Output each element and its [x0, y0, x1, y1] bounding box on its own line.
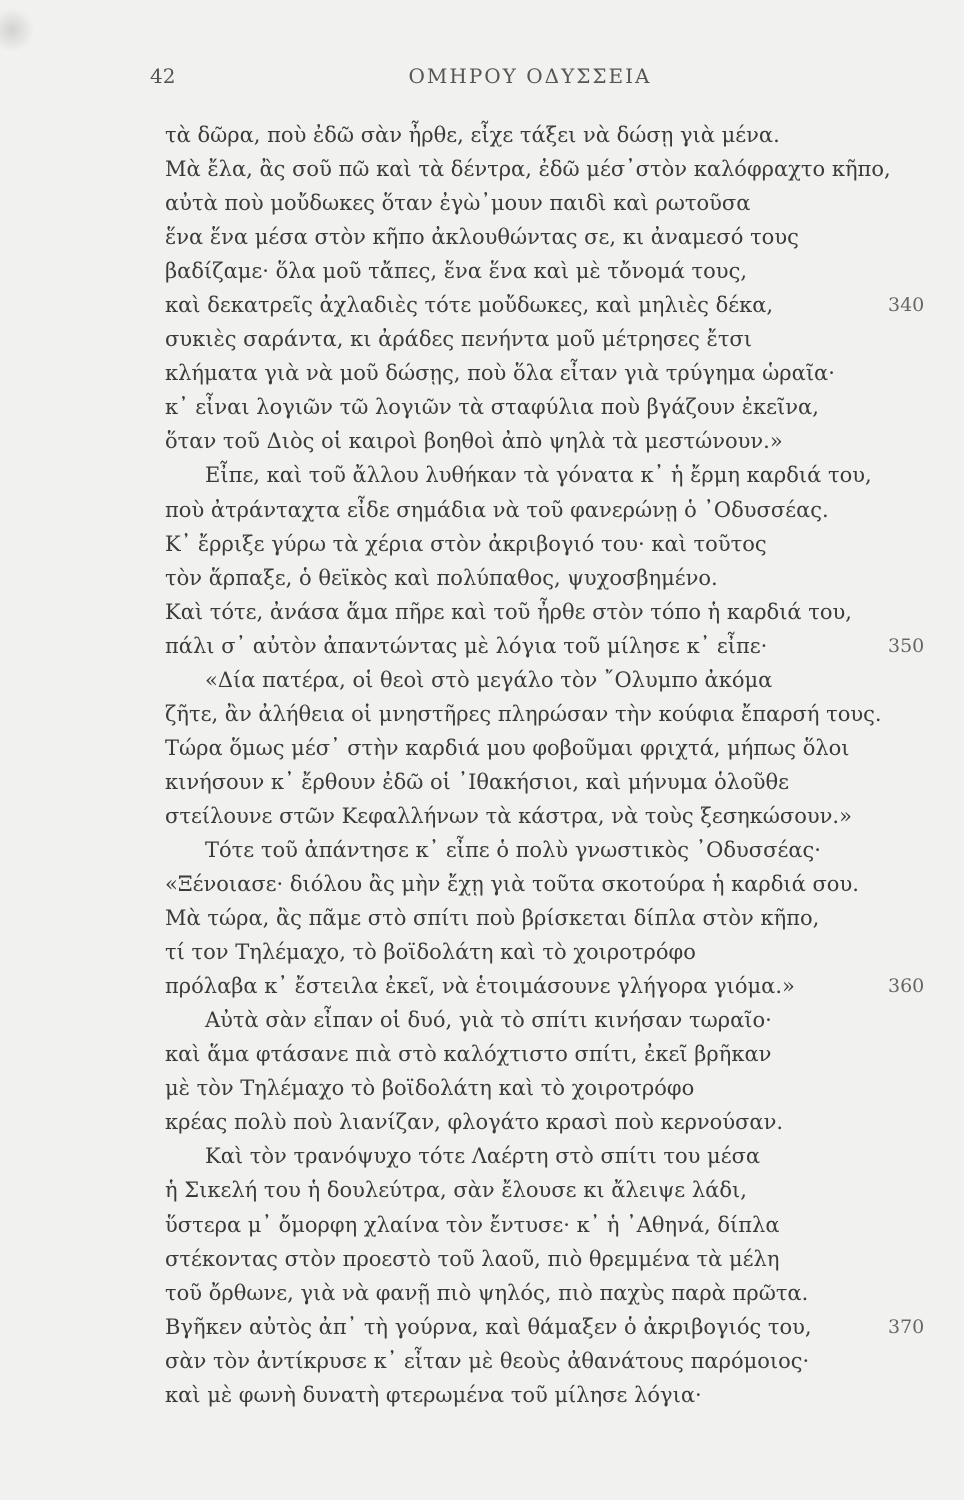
- verse-text: κ᾽ εἶναι λογιῶν τῶ λογιῶν τὰ σταφύλια ποὺ βγάζουν ἐκεῖνα,: [165, 395, 819, 420]
- verse-line: [165, 765, 930, 799]
- verse-line: [165, 1242, 930, 1276]
- verse-text: ὅταν τοῦ Διὸς οἱ καιροὶ βοηθοὶ ἀπὸ ψηλὰ τὰ μεστώνουν.»: [165, 429, 783, 454]
- verse-line: [165, 322, 930, 356]
- verse-line: [165, 288, 930, 322]
- verse-line: [165, 867, 930, 901]
- running-title: ΟΜΗΡΟΥ ΟΔΥΣΣΕΙΑ: [408, 64, 652, 88]
- verse-text: Τώρα ὅμως μέσ᾽ στὴν καρδιά μου φοβοῦμαι φριχτά, μήπως ὅλοι: [165, 735, 850, 760]
- verse-line: [165, 493, 930, 527]
- verse-text: Μὰ τώρα, ἂς πᾶμε στὸ σπίτι ποὺ βρίσκεται δίπλα στὸν κῆπο,: [165, 906, 820, 931]
- verse-line: [165, 254, 930, 288]
- verse-text: «Δία πατέρα, οἱ θεοὶ στὸ μεγάλο τὸν ῎Ολυμπο ἀκόμα: [205, 667, 773, 692]
- verse-text: Βγῆκεν αὐτὸς ἀπ᾽ τὴ γούρνα, καὶ θάμαξεν ὁ ἀκριβογιός του,: [165, 1314, 812, 1339]
- verse-text: καὶ ἅμα φτάσανε πιὰ στὸ καλόχτιστο σπίτι, ἐκεῖ βρῆκαν: [165, 1042, 772, 1067]
- paper-stain: [0, 0, 40, 70]
- verse-line: [165, 1276, 930, 1310]
- verse-line: [165, 1378, 930, 1412]
- verse-line: [165, 1344, 930, 1378]
- verse-text: τοῦ ὄρθωνε, γιὰ νὰ φανῇ πιὸ ψηλός, πιὸ παχὺς παρὰ πρῶτα.: [165, 1280, 809, 1305]
- verse-text: ἡ Σικελή του ἡ δουλεύτρα, σὰν ἔλουσε κι ἄλειψε λάδι,: [165, 1178, 747, 1203]
- verse-line: [165, 629, 930, 663]
- verse-line: [165, 1003, 930, 1037]
- verse-line: [165, 1208, 930, 1242]
- verse-line: [165, 356, 930, 390]
- verse-text: σὰν τὸν ἀντίκρυσε κ᾽ εἶταν μὲ θεοὺς ἀθανάτους παρόμοιος·: [165, 1348, 810, 1373]
- verse-text: ποὺ ἀτράνταχτα εἶδε σημάδια νὰ τοῦ φανερώνῃ ὁ ᾿Οδυσσέας.: [165, 497, 829, 522]
- verse-text: στείλουνε στῶν Κεφαλλήνων τὰ κάστρα, νὰ τοὺς ξεσηκώσουν.»: [165, 803, 852, 828]
- verse-text: μὲ τὸν Τηλέμαχο τὸ βοϊδολάτη καὶ τὸ χοιροτρόφο: [165, 1076, 695, 1101]
- verse-line: [165, 901, 930, 935]
- verse-text: κινήσουν κ᾽ ἔρθουν ἐδῶ οἱ ᾿Ιθακήσιοι, καὶ μήνυμα ὁλοῦθε: [165, 769, 790, 794]
- page-number: 42: [150, 64, 176, 88]
- verse-line: [165, 1139, 930, 1173]
- line-number: 360: [888, 975, 925, 998]
- verse-text: πάλι σ᾽ αὐτὸν ἀπαντώντας μὲ λόγια τοῦ μίλησε κ᾽ εἶπε·: [165, 633, 768, 658]
- verse-text: ἕνα ἕνα μέσα στὸν κῆπο ἀκλουθώντας σε, κι ἀναμεσό τους: [165, 225, 799, 250]
- verse-text: Μὰ ἔλα, ἂς σοῦ πῶ καὶ τὰ δέντρα, ἐδῶ μέσ᾽στὸν καλόφραχτο κῆπο,: [165, 157, 891, 182]
- verse-line: [165, 220, 930, 254]
- verse-line: [165, 186, 930, 220]
- verse-text: «Ξένοιασε· διόλου ἂς μὴν ἔχῃ γιὰ τοῦτα σκοτούρα ἡ καρδιά σου.: [165, 872, 859, 897]
- verse-text: κρέας πολὺ ποὺ λιανίζαν, φλογάτο κρασὶ ποὺ κερνούσαν.: [165, 1110, 784, 1135]
- verse-text: καὶ δεκατρεῖς ἀχλαδιὲς τότε μοὔδωκες, καὶ μηλιὲς δέκα,: [165, 293, 774, 318]
- verse-line: [165, 935, 930, 969]
- page-header: [150, 64, 910, 100]
- verse-text: ὕστερα μ᾽ ὄμορφη χλαίνα τὸν ἔντυσε· κ᾽ ἡ ᾿Αθηνά, δίπλα: [165, 1212, 780, 1237]
- verse-line: [165, 390, 930, 424]
- verse-line: [165, 458, 930, 492]
- verse-text: τὸν ἅρπαξε, ὁ θεϊκὸς καὶ πολύπαθος, ψυχοσβημένο.: [165, 565, 718, 590]
- line-number: 370: [888, 1315, 925, 1338]
- verse-line: [165, 969, 930, 1003]
- verse-line: [165, 424, 930, 458]
- verse-line: [165, 799, 930, 833]
- verse-text: στέκοντας στὸν προεστὸ τοῦ λαοῦ, πιὸ θρεμμένα τὰ μέλη: [165, 1246, 780, 1271]
- verse-text: Τότε τοῦ ἀπάντησε κ᾽ εἶπε ὁ πολὺ γνωστικὸς ᾿Οδυσσέας·: [205, 837, 821, 862]
- verse-text: αὐτὰ ποὺ μοὔδωκες ὅταν ἐγὼ᾽μουν παιδὶ καὶ ρωτοῦσα: [165, 191, 751, 216]
- verse-line: [165, 1173, 930, 1207]
- verse-line: [165, 1310, 930, 1344]
- verse-text: Καὶ τὸν τρανόψυχο τότε Λαέρτη στὸ σπίτι του μέσα: [205, 1144, 761, 1169]
- verse-line: [165, 1105, 930, 1139]
- verse-text: τί τον Τηλέμαχο, τὸ βοϊδολάτη καὶ τὸ χοιροτρόφο: [165, 940, 696, 965]
- verse-text: πρόλαβα κ᾽ ἔστειλα ἐκεῖ, νὰ ἑτοιμάσουνε γλήγορα γιόμα.»: [165, 974, 795, 999]
- verse-text: βαδίζαμε· ὅλα μοῦ τἄπες, ἕνα ἕνα καὶ μὲ τὄνομά τους,: [165, 259, 748, 284]
- verse-line: [165, 152, 930, 186]
- line-number: 350: [888, 634, 925, 657]
- verse-line: [165, 118, 930, 152]
- verse-line: [165, 697, 930, 731]
- verse-text: κλήματα γιὰ νὰ μοῦ δώσῃς, ποὺ ὅλα εἶταν γιὰ τρύγημα ὡραῖα·: [165, 361, 835, 386]
- verse-text: Καὶ τότε, ἀνάσα ἅμα πῆρε καὶ τοῦ ἦρθε στὸν τόπο ἡ καρδιά του,: [165, 599, 852, 624]
- verse-text: συκιὲς σαράντα, κι ἀράδες πενήντα μοῦ μέτρησες ἔτσι: [165, 327, 753, 352]
- verse-line: [165, 833, 930, 867]
- verse-line: [165, 1037, 930, 1071]
- line-number: 340: [888, 294, 925, 317]
- verse-line: [165, 663, 930, 697]
- verse-text: Εἶπε, καὶ τοῦ ἄλλου λυθήκαν τὰ γόνατα κ᾽ ἡ ἔρμη καρδιά του,: [205, 463, 872, 488]
- verse-text: τὰ δῶρα, ποὺ ἐδῶ σὰν ἦρθε, εἶχε τάξει νὰ δώσῃ γιὰ μένα.: [165, 123, 780, 147]
- verse-line: [165, 561, 930, 595]
- verse-line: [165, 595, 930, 629]
- verse-line: [165, 527, 930, 561]
- verse-line: [165, 731, 930, 765]
- verse-text: Κ᾽ ἔρριξε γύρω τὰ χέρια στὸν ἀκριβογιό του· καὶ τοῦτος: [165, 531, 767, 556]
- verse-text: ζῆτε, ἂν ἀλήθεια οἱ μνηστῆρες πληρώσαν τὴν κούφια ἔπαρσή τους.: [165, 701, 882, 726]
- verse-line: [165, 1071, 930, 1105]
- verse-text: καὶ μὲ φωνὴ δυνατὴ φτερωμένα τοῦ μίλησε λόγια·: [165, 1382, 702, 1407]
- verse-text: Αὐτὰ σὰν εἶπαν οἱ δυό, γιὰ τὸ σπίτι κινήσαν τωραῖο·: [205, 1008, 772, 1033]
- poem-text: [165, 118, 930, 1412]
